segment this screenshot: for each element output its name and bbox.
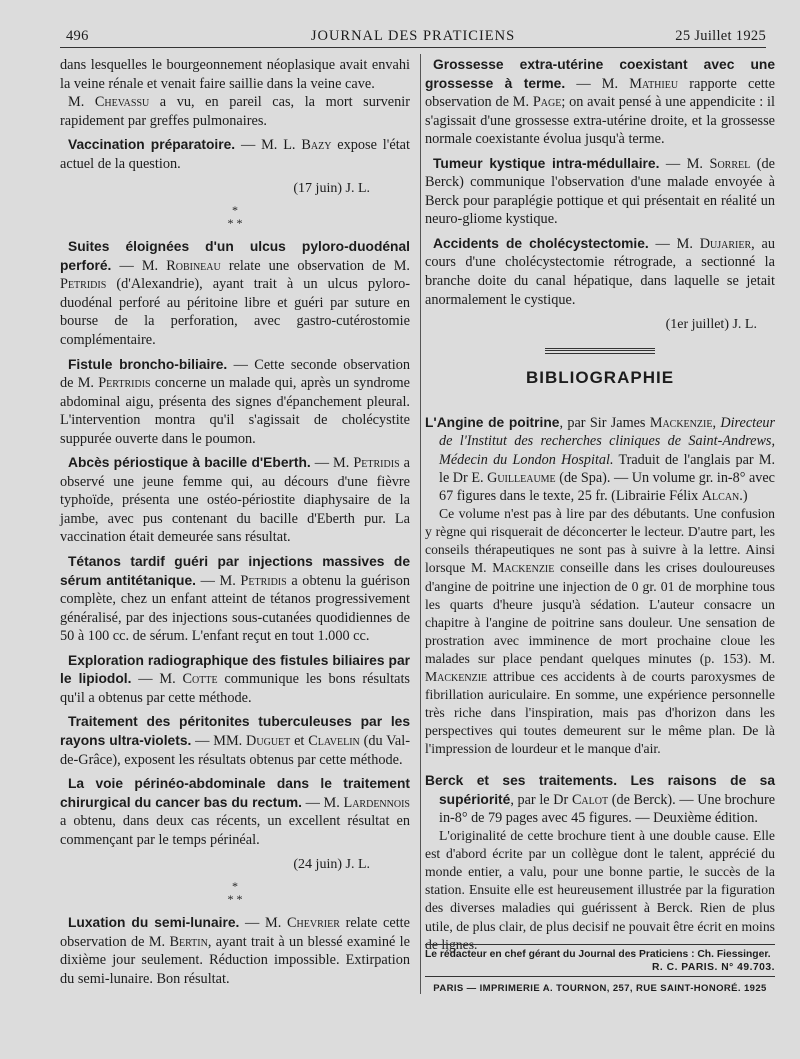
column-separator: [420, 54, 421, 994]
article-rectum: La voie périnéo-abdominale dans le traitement chirurgical du cancer bas du rectum. — M. Lardennois a obtenu, dans deux cas récents, un excellent résultat en commençant par le temps périnéal.: [60, 776, 410, 848]
section-asterism: * * *: [227, 879, 243, 907]
book-reference: Berck et ses traitements. Les raisons de sa supériorité, par le Dr Calot (de Berck). — Une brochure in-8° de 79 pages avec 45 figures. — Deuxième édition.: [425, 773, 775, 826]
page-header: [60, 28, 766, 46]
article-peritonites: Traitement des péritonites tuberculeuses par les rayons ultra-violets. — MM. Duguet et Clavelin (du Val-de-Grâce), exposent les résultats obtenus par cette méthode.: [60, 714, 410, 768]
translator-name: Guilleaume: [487, 469, 556, 486]
author-name: Chevrier: [287, 915, 340, 932]
article-title: Accidents de cholécystectomie.: [433, 235, 649, 251]
author-name: Lardennois: [343, 794, 410, 811]
article-tetanos: Tétanos tardif guéri par injections massives de sérum antitétanique. — M. Petridis a obtenu la guérison complète, chez un enfant atteint de tétanos progressivement généralisé, par des injections sous-cutanées quodidiennes de 50 à 100 cc. de sérum. L'enfant reçut en tout 1.000 cc.: [60, 554, 410, 645]
left-column: [60, 56, 410, 994]
author-name: Dujarier: [699, 235, 752, 252]
article-title: Traitement des péritonites tuberculeuses par les rayons ultra-violets.: [60, 714, 410, 748]
footer-rule: [425, 944, 775, 945]
session-signature: (1er juillet) J. L.: [665, 317, 757, 333]
author-name: Petridis: [240, 572, 287, 589]
article-title: Grossesse extra-utérine coexistant avec une grossesse à terme.: [425, 57, 775, 91]
author-name: Cotte: [182, 671, 218, 688]
journal-title: JOURNAL DES PRATICIENS: [310, 28, 516, 44]
author-name: Bertin: [169, 933, 208, 950]
printer-line: PARIS — IMPRIMERIE A. TOURNON, 257, RUE SAINT-HONORÉ. 1925: [433, 983, 767, 994]
article-ulcus: Suites éloignées d'un ulcus pyloro-duodénal perforé. — M. Robineau relate une observation de M. Petridis (d'Alexandrie), ayant trait à un ulcus pyloro-duodénal perforé au péritoine libre et guéri par suture en bourse de la perforation, avec gastro-cutérostomie complémentaire.: [60, 239, 410, 349]
section-asterism: * * *: [227, 203, 243, 231]
article-vaccination: Vaccination préparatoire. — M. L. Bazy expose l'état actuel de la question.: [60, 137, 410, 172]
article-cholecystectomie: Accidents de cholécystectomie. — M. Dujarier, au cours d'une cholécystectomie rétrograde, a sectionné la branche doite du canal hépatique, dans laquelle se jetait anormalement le cystique.: [425, 235, 775, 308]
article-title: Luxation du semi-lunaire.: [68, 915, 240, 931]
article-abces: Abcès périostique à bacille d'Eberth. — M. Petridis a observé une jeune femme qui, au décours d'une fièvre typhoïde, présenta une ostéo-périostite diaphysaire de la jambe, avec pus contenant du bacille d'Eberth pur. La vaccination était demeurée sans résultat.: [60, 455, 410, 546]
article-grossesse: Grossesse extra-utérine coexistant avec une grossesse à terme. — M. Mathieu rapporte cette observation de M. Page; on avait pensé à une appendicite : il s'agissait d'une grossesse extra-utérine droite, et la grossesse normale coexistante évolua jusqu'à terme.: [425, 57, 776, 148]
book-title: Berck et ses traitements. Les raisons de sa supériorité: [425, 773, 775, 807]
author-name: Petridis: [60, 276, 107, 293]
page-number: 496: [66, 28, 89, 44]
author-name: Sorrel: [709, 155, 751, 172]
publisher-name: Alcan: [701, 487, 740, 504]
author-name: Page: [532, 94, 562, 111]
session-signature: (24 juin) J. L.: [293, 857, 370, 873]
book-author: Mackenzie: [649, 415, 713, 432]
article-continuation: [60, 56, 410, 130]
article-title: Tétanos tardif guéri par injections massives de sérum antitétanique.: [60, 554, 410, 588]
article-paragraph: M. Chevassu a vu, en pareil cas, la mort survenir rapidement par greffes pulmonaires.: [60, 94, 410, 129]
book-review: [425, 414, 775, 758]
article-title: Tumeur kystique intra-médullaire.: [433, 155, 660, 171]
editor-line: Le rédacteur en chef gérant du Journal des Praticiens : Ch. Fiessinger.: [425, 949, 771, 960]
author-name: Petridis: [353, 455, 400, 472]
book-author: Calot: [571, 791, 609, 808]
review-text: L'originalité de cette brochure tient à une double cause. Elle est d'abord écrite par un collègue dont le talent, apprécié du monde entier, a valu, pour une bonne partie, le succès de la station. Ensuite elle est heureusement illustrée par la figuration des diverses maladies qui guérissent à Berck. Rien de plus utile, de plus clair, de plus decisif ne pouvait être écrit en moins de lignes.: [425, 828, 775, 952]
article-tumeur: Tumeur kystique intra-médullaire. — M. Sorrel (de Berck) communique l'observation d'une malade envoyée à Berck pour paraplégie pottique et qui présentait en réalité un neuro-gliome kystique.: [425, 155, 775, 228]
article-paragraph: dans lesquelles le bourgeonnement néoplasique avait envahi la veine rénale et venait faire saillie dans la veine cave.: [60, 57, 410, 92]
article-title: Abcès périostique à bacille d'Eberth.: [68, 455, 311, 471]
author-name: Chevassu: [94, 94, 150, 111]
book-review: [425, 772, 775, 953]
author-name: Clavelin: [308, 732, 360, 749]
article-title: Exploration radiographique des fistules biliaires par le lipiodol.: [60, 652, 410, 687]
article-title: Fistule broncho-biliaire.: [68, 356, 228, 372]
author-name: Duguet: [246, 732, 291, 749]
book-title: L'Angine de poitrine: [425, 415, 560, 431]
article-title: Vaccination préparatoire.: [68, 137, 236, 153]
author-name: Robineau: [166, 257, 221, 274]
editor-credit: [425, 948, 775, 974]
session-signature: (17 juin) J. L.: [293, 181, 370, 197]
footer-rule: [425, 976, 775, 977]
article-exploration: Exploration radiographique des fistules biliaires par le lipiodol. — M. Cotte communique les bons résultats qu'il a obtenus par cette méthode.: [60, 652, 410, 706]
book-reference: L'Angine de poitrine, par Sir James Mackenzie, Directeur de l'Institut des recherches cliniques de Saint-Andrews, Médecin du London Hospital. Traduit de l'anglais par M. le Dr E. Guilleaume (de Spa). — Un volume gr. in-8° avec 67 figures dans le texte, 25 fr. (Librairie Félix Alcan.): [425, 415, 775, 504]
issue-date: 25 Juillet 1925: [675, 28, 766, 44]
article-luxation: Luxation du semi-lunaire. — M. Chevrier relate cette observation de M. Bertin, ayant trait à un blessé examiné le dixième jour seulement. Réduction impossible. Extirpation du semi-lunaire. Bon résultat.: [60, 915, 410, 987]
author-name: Mathieu: [629, 75, 679, 92]
right-column: [425, 56, 775, 962]
header-rule: [60, 47, 766, 48]
review-text: Ce volume n'est pas à lire par des débutants. Une confusion y règne qui risquerait de déconcerter le lecteur. D'autre part, les conseils thérapeutiques ne sont pas à suivre à la lettre. Ainsi lorsque M. Mackenzie conseille dans les crises douloureuses d'angine de poitrine une injection de 0 gr. 01 de morphine tous les quarts d'heure jusqu'à sédation. L'auteur consacre un chapitre à l'angine de poitrine sans douleur. Une sensation de prostration avec imminence de mort prochaine cloue les malades sur place pendant quelques minutes (p. 153). M. Mackenzie attribue ces accidents à de courts paroxysmes de fibrillation auriculaire. En somme, une expérience personnelle très riche dans l'inspiration, mais pas d'horizon dans les perspectives qui toutes demeurent sur le même plan. De là l'impression de lourdeur et le manque d'air.: [425, 506, 775, 757]
author-name: Bazy: [301, 137, 332, 154]
author-name: Pertridis: [98, 375, 151, 392]
article-title: Suites éloignées d'un ulcus pyloro-duodénal perforé.: [60, 239, 410, 273]
article-fistule: Fistule broncho-biliaire. — Cette seconde observation de M. Pertridis concerne un malade qui, après un syndrome abdominal aigu, présenta des signes d'épanchement pleural. L'intervention montra qu'il s'agissait de cholécystite suppurée ouverte dans le poumon.: [60, 356, 410, 447]
bibliography-heading: BIBLIOGRAPHIE: [525, 368, 675, 388]
registration-line: R. C. PARIS. N° 49.703.: [651, 962, 775, 973]
section-rule: [545, 348, 655, 354]
article-title: La voie périnéo-abdominale dans le traitement chirurgical du cancer bas du rectum.: [60, 776, 410, 810]
